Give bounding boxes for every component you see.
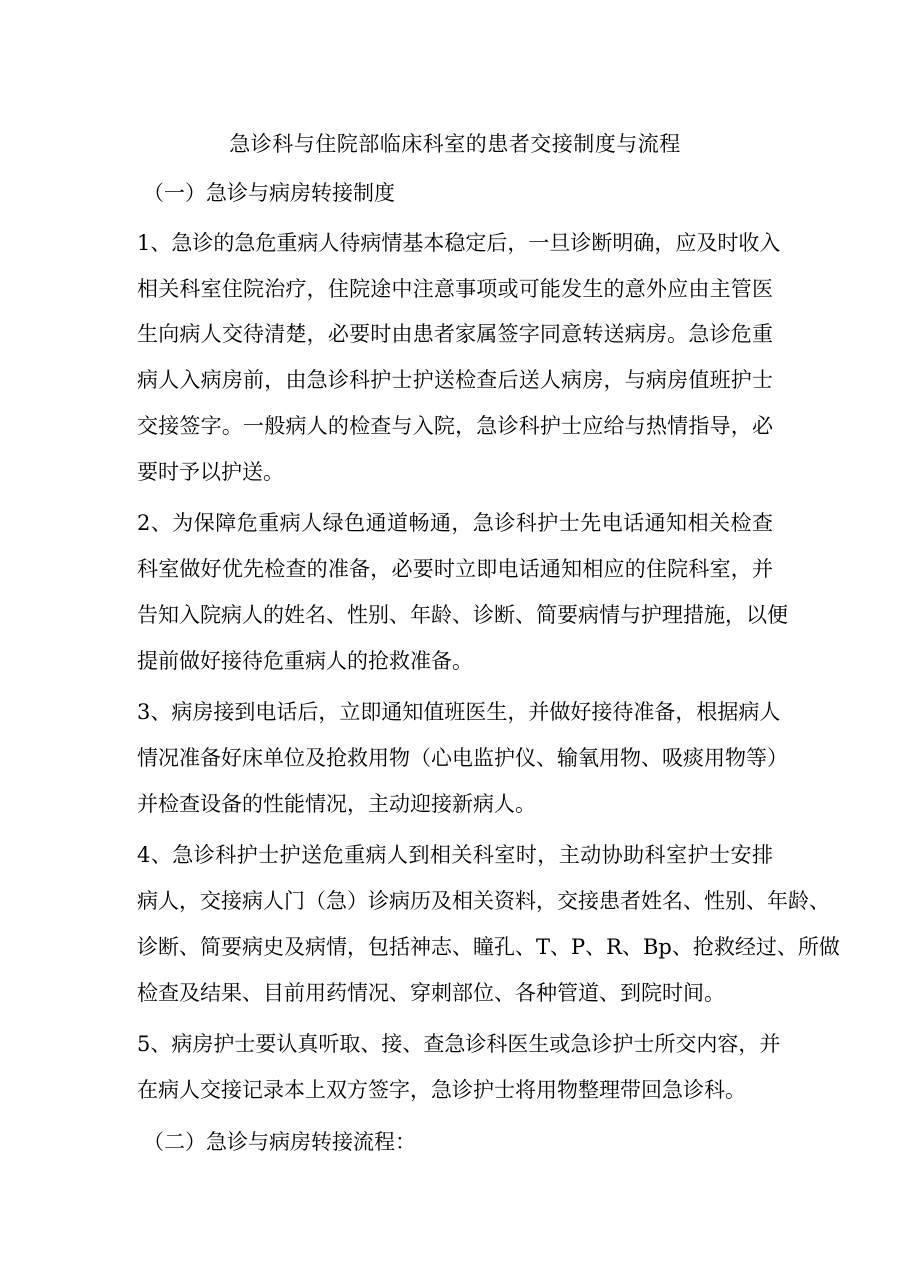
paragraph-4-line-2: 病人，交接病人门（急）诊病历及相关资料，交接患者姓名、性别、年龄、 [137, 889, 830, 913]
paragraph-4-line-1: 4、急诊科护士护送危重病人到相关科室时，主动协助科室护士安排 [137, 843, 773, 867]
paragraph-1-line-6: 要时予以护送。 [137, 460, 284, 484]
paragraph-4-line-4: 检查及结果、目前用药情况、穿刺部位、各种管道、到院时间。 [137, 981, 725, 1005]
paragraph-1-line-3: 生向病人交待清楚，必要时由患者家属签字同意转送病房。急诊危重 [137, 322, 773, 346]
paragraph-1-line-5: 交接签字。一般病人的检查与入院，急诊科护士应给与热情指导，必 [137, 414, 773, 438]
paragraph-3-line-3: 并检查设备的性能情况，主动迎接新病人。 [137, 792, 536, 816]
paragraph-3-line-1: 3、病房接到电话后，立即通知值班医生，并做好接待准备，根据病人 [137, 700, 781, 724]
paragraph-2-line-1: 2、为保障危重病人绿色通道畅通，急诊科护士先电话通知相关检查 [137, 511, 773, 535]
paragraph-3-line-2: 情况准备好床单位及抢救用物（心电监护仪、输氧用物、吸痰用物等） [137, 746, 788, 770]
paragraph-1-line-1: 1、急诊的急危重病人待病情基本稳定后，一旦诊断明确，应及时收入 [137, 231, 781, 255]
paragraph-2-line-4: 提前做好接待危重病人的抢救准备。 [137, 649, 473, 673]
paragraph-2-line-2: 科室做好优先检查的准备，必要时立即电话通知相应的住院科室，并 [137, 557, 773, 581]
paragraph-1-line-4: 病人入病房前，由急诊科护士护送检查后送人病房，与病房值班护士 [137, 368, 773, 392]
paragraph-5-line-2: 在病人交接记录本上双方签字，急诊护士将用物整理带回急诊科。 [137, 1078, 746, 1102]
paragraph-5-line-1: 5、病房护士要认真听取、接、查急诊科医生或急诊护士所交内容，并 [137, 1032, 781, 1056]
document-title: 急诊科与住院部临床科室的患者交接制度与流程 [229, 132, 681, 156]
paragraph-4-line-3: 诊断、简要病史及病情，包括神志、瞳孔、T、P、R、Bp、抢救经过、所做 [137, 935, 840, 959]
section-heading-2: （二）急诊与病房转接流程： [143, 1130, 416, 1154]
paragraph-1-line-2: 相关科室住院治疗，住院途中注意事项或可能发生的意外应由主管医 [137, 277, 773, 301]
section-heading-1: （一）急诊与病房转接制度 [143, 181, 395, 205]
paragraph-2-line-3: 告知入院病人的姓名、性别、年龄、诊断、简要病情与护理措施，以便 [137, 603, 788, 627]
